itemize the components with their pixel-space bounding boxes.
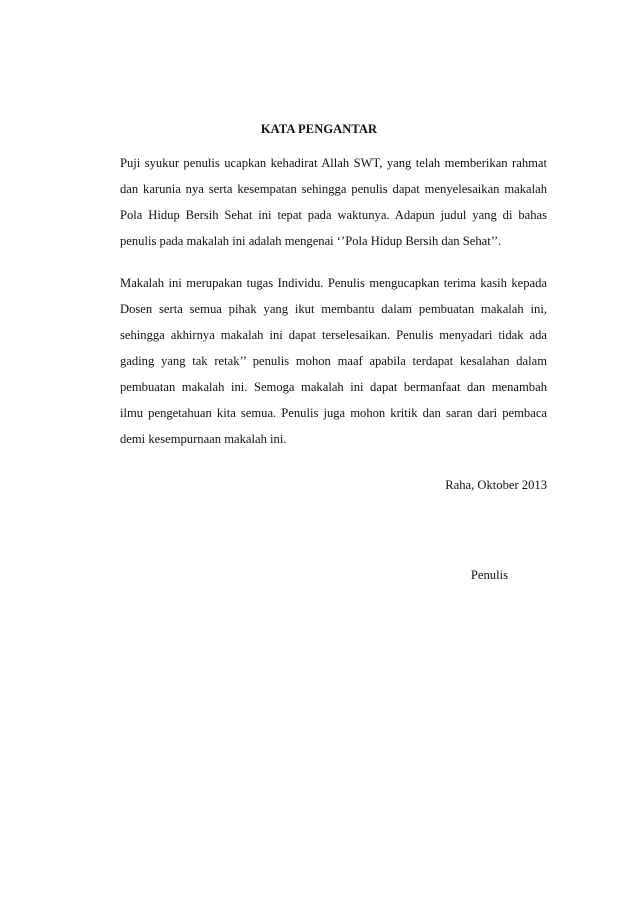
paragraph-2-line-7: demi kesempurnaan makalah ini. <box>120 432 287 446</box>
paragraph-2-line-6: ilmu pengetahuan kita semua. Penulis juga mohon kritik dan saran dari pembaca <box>120 406 547 420</box>
paragraph-2-line-4: gading yang tak retak’’ penulis mohon maaf apabila terdapat kesalahan dalam <box>120 354 547 368</box>
paragraph-2-line-2: Dosen serta semua pihak yang ikut membantu dalam pembuatan makalah ini, <box>120 302 547 316</box>
page-title: KATA PENGANTAR <box>260 122 378 136</box>
paragraph-2-line-5: pembuatan makalah ini. Semoga makalah ini dapat bermanfaat dan menambah <box>120 380 547 394</box>
paragraph-1-line-1: Puji syukur penulis ucapkan kehadirat Allah SWT, yang telah memberikan rahmat <box>120 156 547 170</box>
paragraph-1-line-2: dan karunia nya serta kesempatan sehingga penulis dapat menyelesaikan makalah <box>120 182 547 196</box>
place-date: Raha, Oktober 2013 <box>445 478 547 492</box>
paragraph-2-line-3: sehingga akhirnya makalah ini dapat terselesaikan. Penulis menyadari tidak ada <box>120 328 547 342</box>
paragraph-2-line-1: Makalah ini merupakan tugas Individu. Penulis mengucapkan terima kasih kepada <box>120 276 547 290</box>
paragraph-1-line-4: penulis pada makalah ini adalah mengenai ‘’Pola Hidup Bersih dan Sehat’’. <box>120 234 502 248</box>
paragraph-1-line-3: Pola Hidup Bersih Sehat ini tepat pada waktunya. Adapun judul yang di bahas <box>120 208 547 222</box>
signer-name: Penulis <box>470 568 508 582</box>
